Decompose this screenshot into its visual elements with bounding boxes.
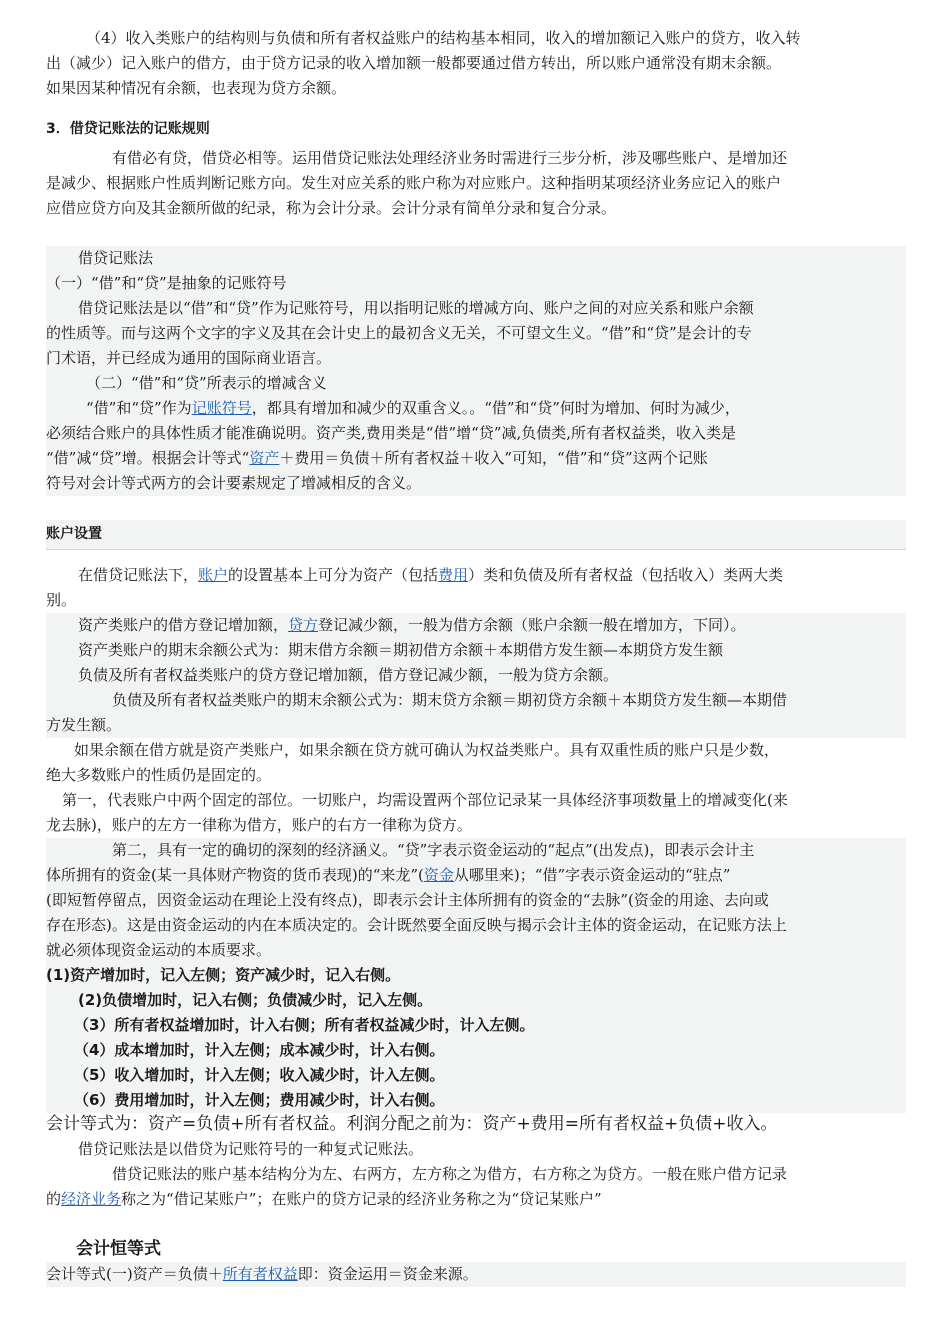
equation-line: 会计等式为：资产=负债+所有者权益。利润分配之前为：资产+费用=所有者权益+负债+收入。 bbox=[46, 1114, 778, 1134]
text-line: 存在形态)。这是由资金运动的内在本质决定的。会计既然要全面反映与揭示会计主体的资金运动，在记账方法上 bbox=[46, 913, 906, 938]
paragraph-revenue-accounts bbox=[46, 26, 906, 101]
text-span: 称之为“借记某账户”；在账户的贷方记录的经济业务称之为“贷记某账户” bbox=[121, 1190, 602, 1208]
link-economic-business[interactable]: 经济业务 bbox=[61, 1190, 122, 1208]
link-funds[interactable]: 资金 bbox=[423, 866, 454, 884]
section-title-symbols: （一）“借”和“贷”是抽象的记账符号 bbox=[46, 274, 287, 292]
paragraph-double-entry bbox=[46, 1137, 906, 1212]
method-title: 借贷记账法 bbox=[78, 249, 154, 267]
text-line: 资产类账户的期末余额公式为：期末借方余额＝期初借方余额＋本期借方发生额—本期贷方发生额 bbox=[46, 638, 906, 663]
text-span: 即：资金运用＝资金来源。 bbox=[297, 1265, 478, 1283]
link-credit-side[interactable]: 贷方 bbox=[288, 616, 319, 634]
text-line: 必须结合账户的具体性质才能准确说明。资产类,费用类是“借”增“贷”减,负债类,所有者权益类，收入类是 bbox=[46, 424, 736, 442]
section-debit-credit bbox=[46, 246, 906, 496]
divider bbox=[46, 549, 906, 550]
text-span: 体所拥有的资金(某一具体财产物资的货币表现)的“来龙”( bbox=[46, 866, 424, 884]
link-account[interactable]: 账户 bbox=[198, 566, 229, 584]
heading-bookkeeping-rules: 3．借贷记账法的记账规则 bbox=[46, 121, 210, 137]
link-owners-equity[interactable]: 所有者权益 bbox=[222, 1265, 298, 1283]
section-title-meaning: （二）“借”和“贷”所表示的增减含义 bbox=[86, 374, 327, 392]
text-span: ＋费用＝负债＋所有者权益＋收入”可知，“借”和“贷”这两个记账 bbox=[279, 449, 708, 467]
text-line bbox=[46, 1262, 906, 1287]
text-line: 出（减少）记入账户的借方，由于贷方记录的收入增加额一般都要通过借方转出，所以账户通常没有期末余额。 bbox=[46, 54, 782, 72]
text-line: 方发生额。 bbox=[46, 713, 906, 738]
paragraph-equation bbox=[46, 1262, 906, 1287]
paragraph-rules-body bbox=[46, 146, 906, 221]
text-line bbox=[46, 396, 906, 421]
text-span: 资产类账户的借方登记增加额， bbox=[78, 616, 289, 634]
text-span: 会计等式(一)资产＝负债＋ bbox=[46, 1265, 223, 1283]
link-assets[interactable]: 资产 bbox=[249, 449, 280, 467]
list-item: （4）成本增加时，计入左侧；成本减少时，计入右侧。 bbox=[74, 1041, 445, 1059]
text-span: 的 bbox=[46, 1190, 62, 1208]
text-line: 绝大多数账户的性质仍是固定的。 bbox=[46, 766, 272, 784]
text-line: 如果余额在借方就是资产类账户，如果余额在贷方就可确认为权益类账户。具有双重性质的账户只是少数， bbox=[74, 741, 780, 759]
text-line: 如果因某种情况有余额，也表现为贷方余额。 bbox=[46, 79, 347, 97]
text-line: 是减少、根据账户性质判断记账方向。发生对应关系的账户称为对应账户。这种指明某项经济业务应记入的账户 bbox=[46, 174, 782, 192]
list-item: （3）所有者权益增加时，计入右侧；所有者权益减少时，计入左侧。 bbox=[74, 1016, 535, 1034]
text-line bbox=[46, 613, 906, 638]
text-line: 门术语，并已经成为通用的国际商业语言。 bbox=[46, 349, 332, 367]
text-line bbox=[46, 863, 906, 888]
text-line: 借贷记账法是以“借”和“贷”作为记账符号，用以指明记账的增减方向、账户之间的对应关系和账户余额 bbox=[78, 299, 754, 317]
list-item: （5）收入增加时，计入左侧；收入减少时，计入左侧。 bbox=[74, 1066, 445, 1084]
link-expense[interactable]: 费用 bbox=[438, 566, 469, 584]
text-line: 别。 bbox=[46, 591, 77, 609]
text-line: 龙去脉)，账户的左方一律称为借方，账户的右方一律称为贷方。 bbox=[46, 816, 472, 834]
text-span: 登记减少额，一般为借方余额（账户余额一般在增加方，下同）。 bbox=[318, 616, 746, 634]
list-item: (2)负债增加时，记入右侧；负债减少时，记入左侧。 bbox=[78, 991, 433, 1009]
text-line: 应借应贷方向及其金额所做的纪录，称为会计分录。会计分录有简单分录和复合分录。 bbox=[46, 199, 617, 217]
section-accounts-body bbox=[46, 563, 906, 963]
text-line: 的性质等。而与这两个文字的字义及其在会计史上的最初含义无关，不可望文生义。“借”和“贷”是会计的专 bbox=[46, 324, 752, 342]
text-line: 借贷记账法是以借贷为记账符号的一种复式记账法。 bbox=[78, 1140, 424, 1158]
heading-text: 账户设置 bbox=[46, 526, 102, 542]
heading-accounting-identity: 会计恒等式 bbox=[76, 1239, 161, 1259]
text-span: “借”和“贷”作为 bbox=[86, 399, 192, 417]
rules-list bbox=[46, 963, 906, 1113]
text-line: 第二，具有一定的确切的深刻的经济涵义。“贷”字表示资金运动的“起点”(出发点)，即表示会计主 bbox=[46, 838, 906, 863]
text-span: “借”减“贷”增。根据会计等式“ bbox=[46, 449, 250, 467]
text-line: 第一，代表账户中两个固定的部位。一切账户，均需设置两个部位记录某一具体经济事项数量上的增减变化(来 bbox=[62, 791, 788, 809]
text-line: 符号对会计等式两方的会计要素规定了增减相反的含义。 bbox=[46, 474, 422, 492]
list-item: （6）费用增加时，计入左侧；费用减少时，计入右侧。 bbox=[74, 1091, 445, 1109]
link-bookkeeping-symbol[interactable]: 记账符号 bbox=[191, 399, 252, 417]
heading-account-setup bbox=[46, 520, 906, 550]
text-span: ）类和负债及所有者权益（包括收入）类两大类 bbox=[468, 566, 784, 584]
text-line: 有借必有贷，借贷必相等。运用借贷记账法处理经济业务时需进行三步分析，涉及哪些账户、是增加还 bbox=[112, 149, 788, 167]
text-line: 负债及所有者权益类账户的贷方登记增加额，借方登记减少额，一般为贷方余额。 bbox=[46, 663, 906, 688]
text-span: ，都具有增加和减少的双重含义。。“借”和“贷”何时为增加、何时为减少， bbox=[251, 399, 740, 417]
text-span: 从哪里来)；“借”字表示资金运动的“驻点” bbox=[453, 866, 731, 884]
text-line: 负债及所有者权益类账户的期末余额公式为：期末贷方余额＝期初贷方余额＋本期贷方发生额—本期借 bbox=[46, 688, 906, 713]
text-line: （4）收入类账户的结构则与负债和所有者权益账户的结构基本相同，收入的增加额记入账户的贷方，收入转 bbox=[86, 29, 801, 47]
text-line bbox=[46, 1187, 906, 1212]
text-line: (即短暂停留点，因资金运动在理论上没有终点)，即表示会计主体所拥有的资金的“去脉”(资金的用途、去向或 bbox=[46, 888, 906, 913]
text-line bbox=[46, 446, 906, 471]
text-line: 就必须体现资金运动的本质要求。 bbox=[46, 938, 906, 963]
text-span: 在借贷记账法下， bbox=[78, 566, 199, 584]
list-item: (1)资产增加时，记入左侧；资产减少时，记入右侧。 bbox=[46, 966, 401, 984]
text-span: 的设置基本上可分为资产（包括 bbox=[228, 566, 439, 584]
text-line bbox=[46, 563, 906, 588]
text-line: 借贷记账法的账户基本结构分为左、右两方，左方称之为借方，右方称之为贷方。一般在账户借方记录 bbox=[112, 1165, 788, 1183]
